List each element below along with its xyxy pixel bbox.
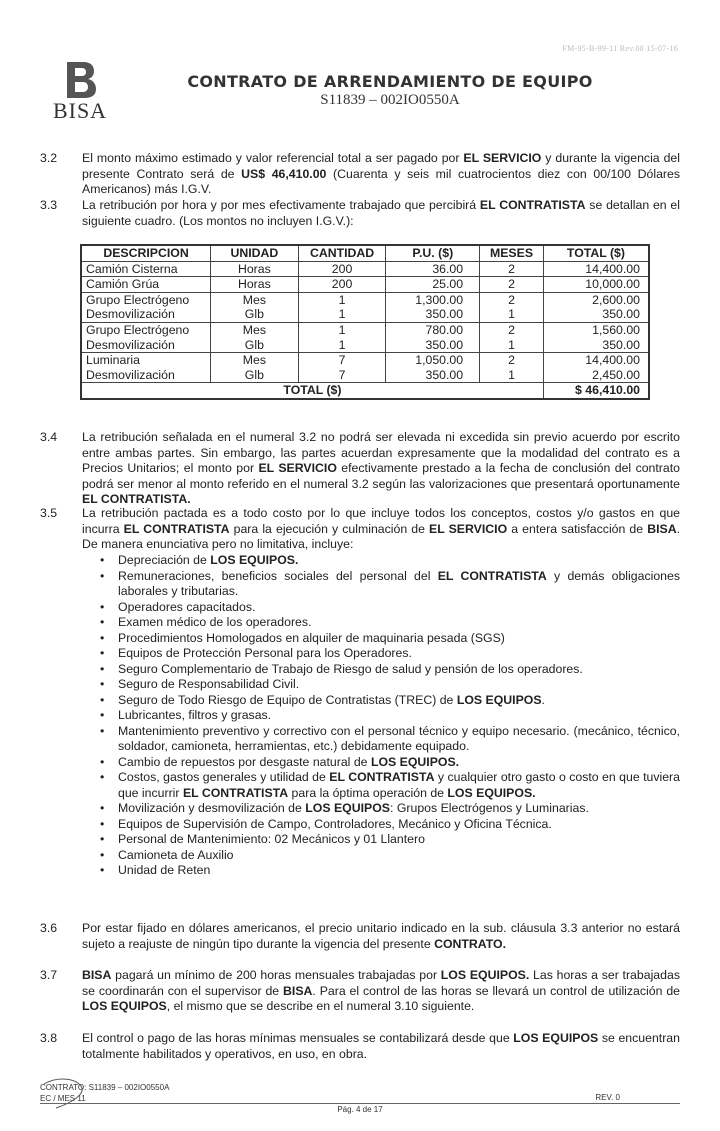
bold-run: LOS EQUIPOS — [305, 801, 390, 815]
bisa-logo-icon — [63, 60, 97, 100]
bullet-icon: • — [100, 708, 105, 722]
list-item — [100, 661, 680, 678]
list-item — [100, 816, 680, 833]
cell-unit: Horas — [211, 261, 299, 277]
text-run: El control o pago de las horas mínimas mensuales se contabilizará desde que — [82, 1031, 514, 1045]
text-run: Costos, gastos generales y utilidad de — [118, 770, 330, 784]
column-header: TOTAL ($) — [543, 245, 649, 261]
clause-3-6 — [40, 921, 680, 952]
clause-text — [82, 151, 680, 198]
bullet-icon: • — [100, 801, 105, 815]
text-run: La retribución pactada es a todo costo por lo que incluye todos los conceptos, costos y/o gastos en que incurra — [82, 506, 680, 536]
list-item — [100, 708, 680, 724]
list-item — [100, 863, 680, 879]
text-run: Seguro de Todo Riesgo de Equipo de Contratistas (TREC) de — [118, 692, 457, 707]
cell-unit-price: 1,050.00 — [386, 353, 480, 368]
bold-run: LOS EQUIPOS — [456, 692, 542, 707]
bold-run: BISA — [647, 521, 677, 536]
cell-total: 14,400.00 — [543, 353, 649, 368]
cell-description: Camión Grúa — [81, 277, 211, 293]
list-item — [100, 723, 680, 755]
text-run: . Para el control de las horas se llevará un control de utilización de — [312, 983, 681, 998]
clause-number: 3.7 — [40, 968, 58, 982]
bullet-icon: • — [100, 754, 105, 769]
list-item — [100, 692, 680, 709]
text-run: para la óptima operación de — [288, 785, 448, 800]
cell-quantity: 1 — [298, 292, 386, 307]
cell-months: 1 — [480, 338, 544, 353]
cell-unit-price: 36.00 — [386, 261, 480, 277]
text-run: . De manera enunciativa pero no limitativa, incluye: — [82, 521, 681, 551]
cell-unit-price: 350.00 — [386, 338, 480, 353]
included-costs-list — [100, 553, 680, 879]
text-run: Depreciación de — [118, 553, 211, 567]
footer-divider — [40, 1103, 680, 1104]
cell-unit: Horas — [211, 277, 299, 293]
clause-text — [82, 506, 680, 553]
list-item — [100, 832, 680, 848]
list-item — [100, 568, 680, 600]
list-item — [100, 847, 680, 864]
cell-unit-price: 780.00 — [386, 322, 480, 337]
bullet-icon: • — [100, 847, 105, 862]
bold-run: EL CONTRATISTA. — [82, 492, 191, 506]
bullet-icon: • — [100, 599, 105, 614]
text-run: Equipos de Protección Personal para los Operadores. — [118, 646, 412, 660]
cell-quantity: 7 — [298, 368, 386, 383]
document-title: CONTRATO DE ARRENDAMIENTO DE EQUIPO — [187, 72, 593, 91]
cell-description: Camión Cisterna — [81, 261, 211, 277]
bold-run: LOS EQUIPOS. — [370, 754, 460, 769]
text-run: Examen médico de los operadores. — [118, 615, 312, 629]
bold-run: EL SERVICIO — [258, 461, 337, 475]
logo-text: BISA — [52, 98, 108, 123]
cell-unit-price: 25.00 — [386, 277, 480, 293]
column-header: MESES — [480, 245, 544, 261]
cell-months: 2 — [480, 353, 544, 368]
table-row — [81, 277, 649, 293]
clause-number: 3.3 — [40, 198, 58, 212]
list-item — [100, 615, 680, 631]
clause-number: 3.5 — [40, 506, 58, 520]
text-run: Unidad de Reten — [118, 863, 211, 877]
column-header: DESCRIPCION — [81, 245, 211, 261]
bold-run: BISA — [283, 983, 313, 998]
text-run: Mantenimiento preventivo y correctivo con el personal técnico y equipo necesario. (mecánico, técnico, soldador, camioneta, herramientas, etc.) debidamente equipado. — [118, 723, 680, 753]
cell-unit: Mes — [211, 322, 299, 337]
text-run: y durante la vigencia del presente Contrato será de — [82, 151, 680, 181]
text-run: se encuentran totalmente habilitados y operativos, en uso, en obra. — [82, 1031, 680, 1061]
table-row — [81, 292, 649, 307]
contract-number: S11839 – 002IO0550A — [320, 92, 460, 108]
bold-run: LOS EQUIPOS — [513, 1031, 599, 1045]
cell-total: 2,450.00 — [543, 368, 649, 383]
bullet-icon: • — [100, 723, 105, 738]
cell-unit: Mes — [211, 292, 299, 307]
table-row — [81, 368, 649, 383]
bullet-icon: • — [100, 770, 105, 784]
clause-3-3 — [40, 198, 680, 229]
clause-3-5 — [40, 506, 680, 553]
text-run: Camioneta de Auxilio — [118, 847, 234, 862]
bold-run: EL SERVICIO — [463, 151, 542, 165]
text-run: La retribución por hora y por mes efectivamente trabajado que percibirá — [82, 198, 480, 212]
cell-quantity: 1 — [298, 322, 386, 337]
bold-run: LOS EQUIPOS — [82, 999, 167, 1013]
text-run: Personal de Mantenimiento: 02 Mecánicos y 01 Llantero — [118, 832, 425, 846]
bold-run: LOS EQUIPOS. — [440, 968, 530, 982]
bisa-logo — [40, 60, 120, 124]
clause-number: 3.2 — [40, 151, 58, 165]
cell-total: 10,000.00 — [543, 277, 649, 293]
list-item — [100, 754, 680, 771]
clause-number: 3.4 — [40, 430, 58, 444]
bold-run: EL SERVICIO — [429, 521, 508, 536]
bold-run: US$ 46,410.00 — [241, 166, 327, 181]
text-run: Por estar fijado en dólares americanos, el precio unitario indicado en la sub. cláusula 3.3 anterior no estará sujeto a reajuste de ningún tipo durante la vigencia del presente — [82, 921, 680, 951]
cell-unit-price: 1,300.00 — [386, 292, 480, 307]
bullet-icon: • — [100, 677, 105, 691]
cell-months: 1 — [480, 368, 544, 383]
footer-contract: CONTRATO: S11839 – 002IO0550A — [40, 1083, 170, 1092]
cell-unit-price: 350.00 — [386, 307, 480, 322]
cell-months: 1 — [480, 307, 544, 322]
bullet-icon: • — [100, 568, 105, 583]
cell-quantity: 200 — [298, 261, 386, 277]
bullet-icon: • — [100, 863, 105, 877]
cell-quantity: 7 — [298, 353, 386, 368]
text-run: pagará un mínimo de 200 horas mensuales trabajadas por — [111, 968, 441, 982]
column-header: UNIDAD — [211, 245, 299, 261]
text-run: Seguro de Responsabilidad Civil. — [118, 677, 300, 691]
bullet-icon: • — [100, 630, 105, 645]
page-number: Pág. 4 de 17 — [337, 1105, 383, 1114]
text-run: y demás obligaciones laborales y tributarias. — [118, 568, 680, 598]
text-run: efectivamente prestado a la fecha de conclusión del contrato podrá ser menor al monto referido en el numeral 3.2 según las valorizaciones que presentará oportunamente — [82, 461, 680, 491]
cell-description: Luminaria — [81, 353, 211, 368]
bold-run: EL CONTRATISTA — [329, 770, 435, 784]
cell-months: 2 — [480, 292, 544, 307]
list-item — [100, 801, 680, 817]
cell-months: 2 — [480, 322, 544, 337]
text-run: La retribución señalada en el numeral 3.2 no podrá ser elevada ni excedida sin previo acuerdo por escrito entre ambas partes. Sin embargo, las partes acuerdan expresamente que la modalidad del contrato es a Precios Unitarios; el monto por — [82, 430, 680, 475]
text-run: se detallan en el siguiente cuadro. (Los montos no incluyen I.G.V.): — [82, 198, 681, 228]
clause-text — [82, 198, 680, 229]
cell-total: 14,400.00 — [543, 261, 649, 277]
cell-months: 2 — [480, 261, 544, 277]
text-run: Lubricantes, filtros y grasas. — [118, 708, 272, 722]
cell-description: Desmovilización — [81, 307, 211, 322]
table-row — [81, 307, 649, 322]
cell-total: 350.00 — [543, 307, 649, 322]
list-item — [100, 553, 680, 569]
table-header-row — [81, 245, 649, 261]
bullet-icon: • — [100, 816, 105, 831]
bold-run: LOS EQUIPOS. — [210, 553, 299, 567]
text-run: Operadores capacitados. — [118, 599, 256, 614]
cell-unit: Mes — [211, 353, 299, 368]
cell-description: Grupo Electrógeno — [81, 292, 211, 307]
table-row — [81, 338, 649, 353]
clause-number: 3.6 — [40, 921, 58, 935]
text-run: . — [541, 692, 545, 707]
clause-3-2 — [40, 151, 680, 198]
cell-total: 350.00 — [543, 338, 649, 353]
text-run: El monto máximo estimado y valor referencial total a ser pagado por — [82, 151, 464, 165]
text-run: Cambio de repuestos por desgaste natural de — [118, 754, 371, 769]
form-code: FM-95-B-99-11 Rev.00 15-07-16 — [562, 44, 678, 53]
cell-total: 1,560.00 — [543, 322, 649, 337]
text-run: Movilización y desmovilización de — [118, 801, 306, 815]
bold-run: BISA — [82, 968, 112, 982]
footer-initials: EC / MES 11 — [40, 1094, 86, 1103]
bold-run: EL CONTRATISTA — [123, 521, 230, 536]
text-run: , el mismo que se describe en el numeral 3.10 siguiente. — [166, 999, 475, 1013]
table-row — [81, 353, 649, 368]
cell-quantity: 1 — [298, 307, 386, 322]
clause-text — [82, 1031, 680, 1062]
clause-number: 3.8 — [40, 1031, 58, 1045]
total-value: $ 46,410.00 — [543, 383, 649, 399]
text-run: y cualquier otro gasto o costo en que tuviera que incurrir — [118, 770, 680, 800]
text-run: Procedimientos Homologados en alquiler de maquinaria pesada (SGS) — [118, 630, 505, 645]
bold-run: LOS EQUIPOS. — [447, 785, 536, 800]
list-item — [100, 770, 680, 801]
text-run: para la ejecución y culminación de — [229, 521, 430, 536]
list-item — [100, 646, 680, 662]
column-header: CANTIDAD — [298, 245, 386, 261]
clause-3-7 — [40, 968, 680, 1015]
bullet-icon: • — [100, 832, 105, 846]
cell-unit: Glb — [211, 338, 299, 353]
cell-description: Desmovilización — [81, 338, 211, 353]
revision: REV. 0 — [595, 1093, 620, 1102]
cell-months: 2 — [480, 277, 544, 293]
cell-total: 2,600.00 — [543, 292, 649, 307]
text-run: a entera satisfacción de — [507, 521, 648, 536]
bold-run: EL CONTRATISTA — [182, 785, 289, 800]
clause-3-8 — [40, 1031, 680, 1062]
bullet-icon: • — [100, 646, 105, 660]
text-run: Las horas a ser trabajadas se coordinarán con el supervisor de — [82, 968, 680, 998]
text-run: Seguro Complementario de Trabajo de Riesgo de salud y pensión de los operadores. — [118, 661, 583, 676]
table-total-row — [81, 383, 649, 399]
bullet-icon: • — [100, 692, 105, 707]
list-item — [100, 630, 680, 647]
cell-quantity: 200 — [298, 277, 386, 293]
total-label: TOTAL ($) — [81, 383, 543, 399]
cell-description: Grupo Electrógeno — [81, 322, 211, 337]
cell-description: Desmovilización — [81, 368, 211, 383]
clause-text — [82, 430, 680, 508]
bold-run: EL CONTRATISTA — [479, 198, 586, 212]
bold-run: CONTRATO. — [434, 936, 507, 951]
list-item — [100, 599, 680, 616]
text-run: (Cuarenta y seis mil cuatrocientos diez con 00/100 Dólares Americanos) más I.G.V. — [82, 166, 680, 196]
cost-table — [80, 244, 650, 400]
table-row — [81, 261, 649, 277]
bullet-icon: • — [100, 553, 105, 567]
cell-unit: Glb — [211, 368, 299, 383]
cell-quantity: 1 — [298, 338, 386, 353]
text-run: Remuneraciones, beneficios sociales del personal del — [118, 568, 438, 583]
cell-unit: Glb — [211, 307, 299, 322]
bold-run: EL CONTRATISTA — [437, 568, 547, 583]
text-run: : Grupos Electrógenos y Luminarias. — [390, 801, 589, 815]
clause-3-4 — [40, 430, 680, 508]
text-run: Equipos de Supervisión de Campo, Controladores, Mecánico y Oficina Técnica. — [118, 816, 552, 831]
table-row — [81, 322, 649, 337]
clause-text — [82, 968, 680, 1015]
clause-text — [82, 921, 680, 952]
list-item — [100, 677, 680, 693]
column-header: P.U. ($) — [386, 245, 480, 261]
bullet-icon: • — [100, 615, 105, 629]
cell-unit-price: 350.00 — [386, 368, 480, 383]
bullet-icon: • — [100, 661, 105, 676]
